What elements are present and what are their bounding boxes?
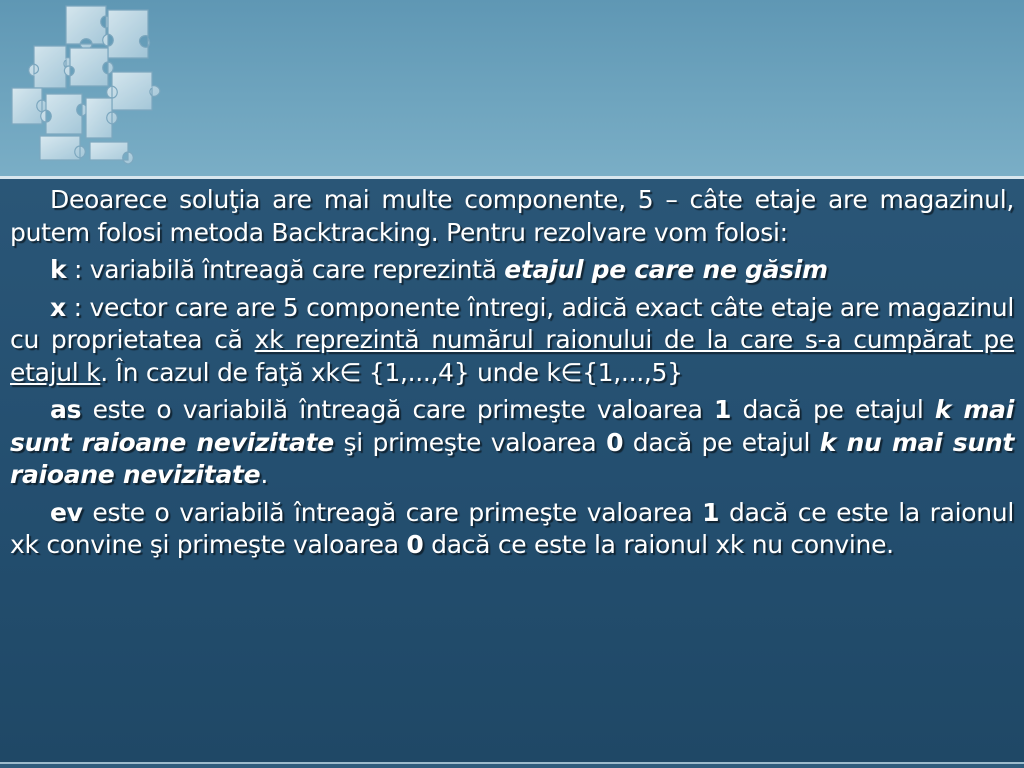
- k-emphasis: etajul pe care ne găsim: [504, 255, 828, 284]
- puzzle-pieces-logo: [4, 2, 184, 176]
- ev-text-c: dacă ce este la raionul xk nu convine.: [423, 530, 894, 559]
- x-description-start: : vector care are 5 componente întregi, adică exact câte etaje are magazinul cu proprietatea că: [10, 292, 1014, 354]
- paragraph-ev-definition: [10, 497, 1014, 562]
- as-text-c: şi primeşte valoarea: [333, 427, 607, 457]
- footer-strip: [0, 764, 1024, 768]
- k-description: : variabilă întreagă care reprezintă: [66, 255, 505, 284]
- var-name-ev: ev: [50, 497, 83, 527]
- as-value-1: 1: [714, 395, 732, 424]
- as-value-0: 0: [606, 427, 624, 457]
- paragraph-intro-text: Deoarece soluţia are mai multe componente, 5 – câte etaje are magazinul, putem folosi metoda Backtracking. Pentru rezolvare vom folosi:: [10, 185, 1014, 247]
- as-text-e: .: [260, 460, 268, 489]
- x-underlined-phrase: xk reprezintă numărul raionului de la care s-a cumpărat pe etajul k: [10, 325, 1014, 387]
- ev-value-0: 0: [406, 530, 424, 559]
- paragraph-k-definition: [10, 254, 1014, 287]
- ev-text-b: dacă ce este la raionul xk convine şi primeşte valoarea: [10, 497, 1014, 559]
- paragraph-as-definition: [10, 394, 1014, 492]
- var-name-as: as: [50, 395, 82, 424]
- slide-content: [10, 184, 1014, 567]
- var-name-k: k: [50, 255, 67, 284]
- as-text-d: dacă pe etajul: [623, 427, 820, 457]
- x-description-end: . În cazul de faţă xk∈ {1,...,4} unde k∈{1,...,5}: [100, 357, 683, 387]
- ev-text-a: este o variabilă întreagă care primeşte valoarea: [82, 497, 703, 527]
- as-emphasis-1: k mai sunt raioane nevizitate: [10, 395, 1014, 457]
- as-emphasis-2: k nu mai sunt raioane nevizitate: [10, 427, 1015, 489]
- paragraph-x-definition: [10, 292, 1014, 390]
- paragraph-intro: [10, 184, 1014, 249]
- slide-header-band: [0, 0, 1024, 176]
- var-name-x: x: [50, 292, 66, 322]
- ev-value-1: 1: [702, 497, 720, 527]
- as-text-a: este o variabilă întreagă care primeşte valoarea: [81, 395, 714, 424]
- as-text-b: dacă pe etajul: [731, 395, 935, 424]
